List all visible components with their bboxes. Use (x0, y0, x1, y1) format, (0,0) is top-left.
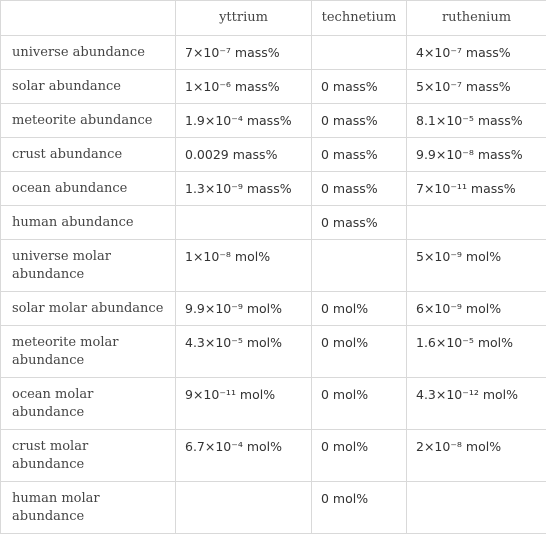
cell-yttrium: 0.0029 mass% (176, 138, 312, 172)
table-row (1, 70, 546, 104)
row-label: universe molar abundance (1, 240, 176, 292)
table-row (1, 430, 546, 482)
cell-yttrium: 4.3×10⁻⁵ mol% (176, 326, 312, 378)
header-yttrium: yttrium (176, 1, 312, 36)
table-row (1, 36, 546, 70)
row-label: universe abundance (1, 36, 176, 70)
header-row (1, 1, 546, 36)
cell-ruthenium: 7×10⁻¹¹ mass% (407, 172, 546, 206)
row-label: solar abundance (1, 70, 176, 104)
cell-yttrium: 6.7×10⁻⁴ mol% (176, 430, 312, 482)
cell-ruthenium (407, 206, 546, 240)
cell-yttrium: 7×10⁻⁷ mass% (176, 36, 312, 70)
row-label: crust molar abundance (1, 430, 176, 482)
header-corner (1, 1, 176, 36)
cell-yttrium: 1.9×10⁻⁴ mass% (176, 104, 312, 138)
table-row (1, 482, 546, 534)
cell-ruthenium: 4.3×10⁻¹² mol% (407, 378, 546, 430)
table-row (1, 104, 546, 138)
table-row (1, 292, 546, 326)
cell-technetium: 0 mol% (312, 430, 407, 482)
cell-ruthenium (407, 482, 546, 534)
table-row (1, 206, 546, 240)
cell-yttrium: 9×10⁻¹¹ mol% (176, 378, 312, 430)
cell-technetium (312, 36, 407, 70)
cell-yttrium: 1×10⁻⁸ mol% (176, 240, 312, 292)
row-label: crust abundance (1, 138, 176, 172)
row-label: solar molar abundance (1, 292, 176, 326)
table-row (1, 326, 546, 378)
cell-ruthenium: 5×10⁻⁹ mol% (407, 240, 546, 292)
cell-yttrium: 1×10⁻⁶ mass% (176, 70, 312, 104)
row-label: human abundance (1, 206, 176, 240)
cell-technetium: 0 mass% (312, 70, 407, 104)
header-technetium: technetium (312, 1, 407, 36)
row-label: meteorite molar abundance (1, 326, 176, 378)
cell-yttrium: 9.9×10⁻⁹ mol% (176, 292, 312, 326)
row-label: human molar abundance (1, 482, 176, 534)
cell-ruthenium: 9.9×10⁻⁸ mass% (407, 138, 546, 172)
cell-ruthenium: 2×10⁻⁸ mol% (407, 430, 546, 482)
table-row (1, 172, 546, 206)
cell-technetium (312, 240, 407, 292)
cell-technetium: 0 mass% (312, 104, 407, 138)
cell-yttrium (176, 206, 312, 240)
table-row (1, 138, 546, 172)
cell-technetium: 0 mol% (312, 378, 407, 430)
cell-ruthenium: 5×10⁻⁷ mass% (407, 70, 546, 104)
row-label: ocean molar abundance (1, 378, 176, 430)
cell-technetium: 0 mol% (312, 292, 407, 326)
row-label: meteorite abundance (1, 104, 176, 138)
cell-ruthenium: 4×10⁻⁷ mass% (407, 36, 546, 70)
cell-technetium: 0 mass% (312, 172, 407, 206)
table-row (1, 378, 546, 430)
cell-technetium: 0 mol% (312, 326, 407, 378)
cell-yttrium: 1.3×10⁻⁹ mass% (176, 172, 312, 206)
cell-technetium: 0 mass% (312, 138, 407, 172)
cell-yttrium (176, 482, 312, 534)
table-row (1, 240, 546, 292)
cell-technetium: 0 mass% (312, 206, 407, 240)
cell-ruthenium: 1.6×10⁻⁵ mol% (407, 326, 546, 378)
header-ruthenium: ruthenium (407, 1, 546, 36)
row-label: ocean abundance (1, 172, 176, 206)
cell-ruthenium: 6×10⁻⁹ mol% (407, 292, 546, 326)
cell-technetium: 0 mol% (312, 482, 407, 534)
cell-ruthenium: 8.1×10⁻⁵ mass% (407, 104, 546, 138)
